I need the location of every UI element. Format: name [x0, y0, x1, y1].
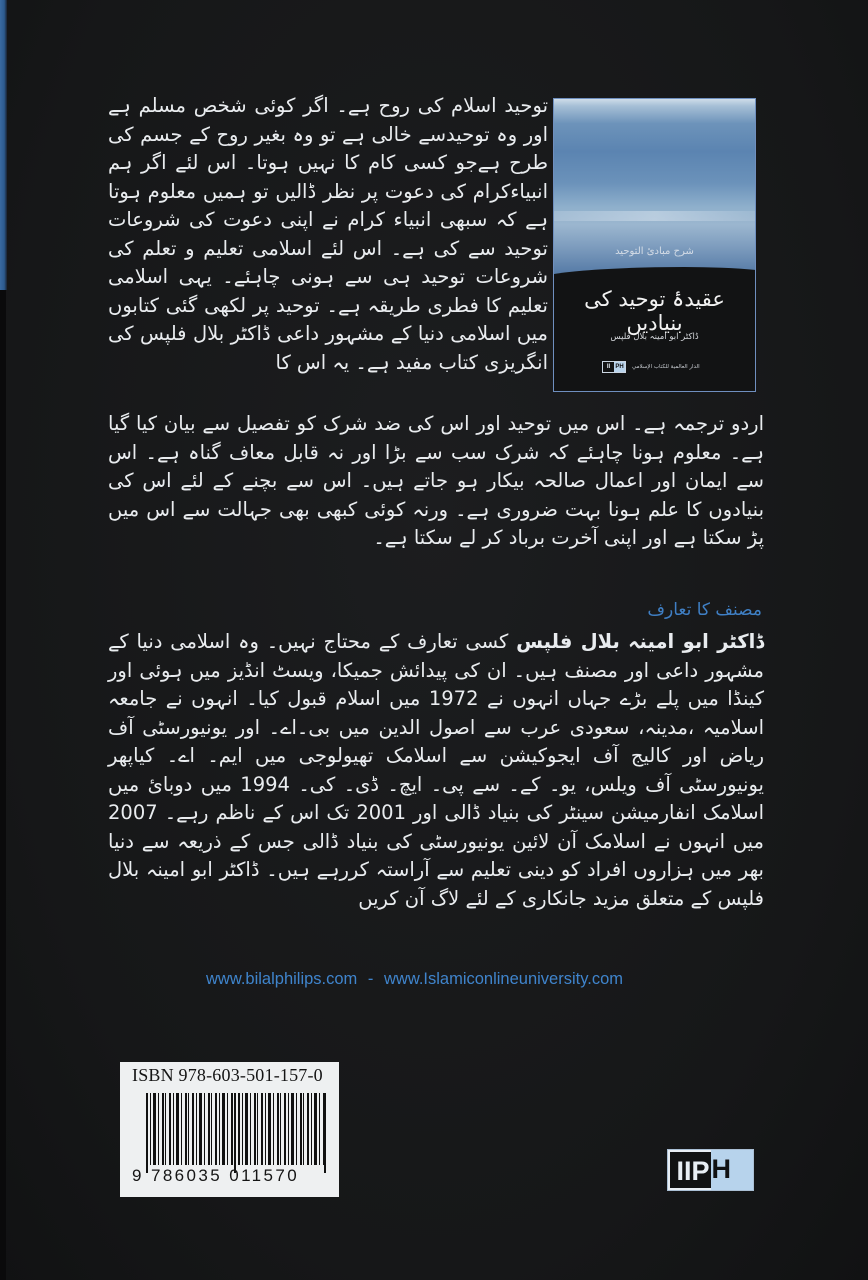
barcode-digits: 9 786035 011570	[132, 1166, 300, 1185]
author-bio-text: کسی تعارف کے محتاج نہیں۔ وہ اسلامی دنیا کے مشہور داعی اور مصنف ہیں۔ ان کی پیدائش جمیکا، ویسٹ انڈیز میں ہوئی اور کینڈا میں پلے بڑے جہاں انہوں نے 1972 میں اسلام قبول کیا۔ انہوں نے جامعہ اسلامیہ ،مدینہ، سعودی عرب سے اصول الدین میں بی۔اے۔ اور یونیورسٹی آف ریاض اور کالیج آف ایجوکیشن سے اسلامک تھیولوجی میں ایم۔ اے۔ کیاپھر یونیورسٹی آف ویلس، یو۔ کے۔ سے پی۔ ایچ۔ ڈی۔ کی۔ 1994 میں دوبائ میں اسلامک انفارمیشن سینٹر کی بنیاد ڈالی اور 2001 تک اس کے ناظم رہے۔ 2007 میں انہوں نے اسلامک آن لائین یونیورسٹی کی بنیاد ڈالی جس کے ذریعہ سے دنیا بھر میں ہزاروں افراد کو دینی تعلیم سے آراستہ کررہے ہیں۔ ڈاکٹر ابو امینہ بلال فلپس کے متعلق مزید جانکاری کے لئے لاگ آن کریں	[108, 630, 764, 910]
front-cover-thumbnail	[553, 98, 756, 392]
author-bio	[108, 628, 764, 913]
intro-paragraph: توحید اسلام کی روح ہے۔ اگر کوئی شخص مسلم ہے اور وہ توحیدسے خالی ہے تو وہ بغیر روح کے جسم کی طرح ہےجو کسی کام کا نہیں ہوتا۔ اس لئے اگر ہم انبیاءکرام کی دعوت پر نظر ڈالیں تو ہمیں معلوم ہوتا ہے کہ سبھی انبیاء کرام نے اپنی دعوت کی شروعات توحید سے کی ہے۔ اس لئے اسلامی تعلیم و تعلم کی شروعات توحید ہی سے ہونی چاہئے۔ یہی اسلامی تعلیم کا فطری طریقہ ہے۔ توحید پر لکھی گئی کتابوں میں اسلامی دنیا کے مشہور داعی ڈاکٹر بلال فلپس کی انگریزی کتاب مفید ہے۔ یہ اس کا	[108, 94, 548, 374]
barcode-bars	[146, 1093, 326, 1165]
link-separator: -	[363, 970, 378, 988]
intro-paragraph-continued: اردو ترجمہ ہے۔ اس میں توحید اور اس کی ضد شرک کو تفصیل سے بیان کیا گیا ہے۔ معلوم ہونا چاہئے کہ شرک سب سے بڑا اور نہ قابل معاف گناہ ہے۔ اس سے ایمان اور اعمال صالحہ بیکار ہو جاتے ہیں۔ اس سے بچنے کے لئے اس کی بنیادوں کا علم ہونا بہت ضروری ہے۔ ورنہ کوئی کبھی بھی جہالت سے اس میں پڑ سکتا ہے اور اپنی آخرت برباد کر لے سکتا ہے۔	[108, 412, 764, 549]
logo-left-part: IIP	[668, 1150, 711, 1190]
website-links	[206, 970, 623, 989]
cloud-band	[554, 211, 755, 221]
spine-edge-dark	[0, 290, 6, 1280]
barcode-guard-right	[324, 1093, 326, 1173]
iiph-logo-icon: II PH	[602, 361, 626, 373]
link-islamiconlineuniversity[interactable]: www.Islamiconlineuniversity.com	[383, 970, 624, 988]
iiph-publisher-logo	[667, 1149, 754, 1191]
author-name: ڈاکٹر ابو امینہ بلال فلپس	[516, 630, 764, 653]
isbn-label: ISBN 978-603-501-157-0	[132, 1065, 323, 1085]
thumbnail-publisher	[602, 361, 700, 373]
logo-right-part: H	[711, 1150, 753, 1190]
thumbnail-subtitle: شرح مبادئ التوحيد	[615, 246, 694, 257]
isbn-barcode	[120, 1062, 339, 1197]
barcode-guard-left	[146, 1093, 148, 1173]
barcode-guard-center	[234, 1093, 236, 1173]
thumbnail-title: عقیدۂ توحید کی بنیادیں	[584, 287, 725, 335]
spine-edge-blue	[0, 0, 7, 290]
author-section-heading: مصنف کا تعارف	[647, 600, 762, 620]
thumbnail-author: ڈاکٹر ابو امینہ بلال فلپس	[610, 332, 699, 342]
publisher-name: الدار العالمية للكتاب الإسلامي	[632, 364, 700, 370]
link-bilalphilips[interactable]: www.bilalphilips.com	[206, 970, 358, 988]
